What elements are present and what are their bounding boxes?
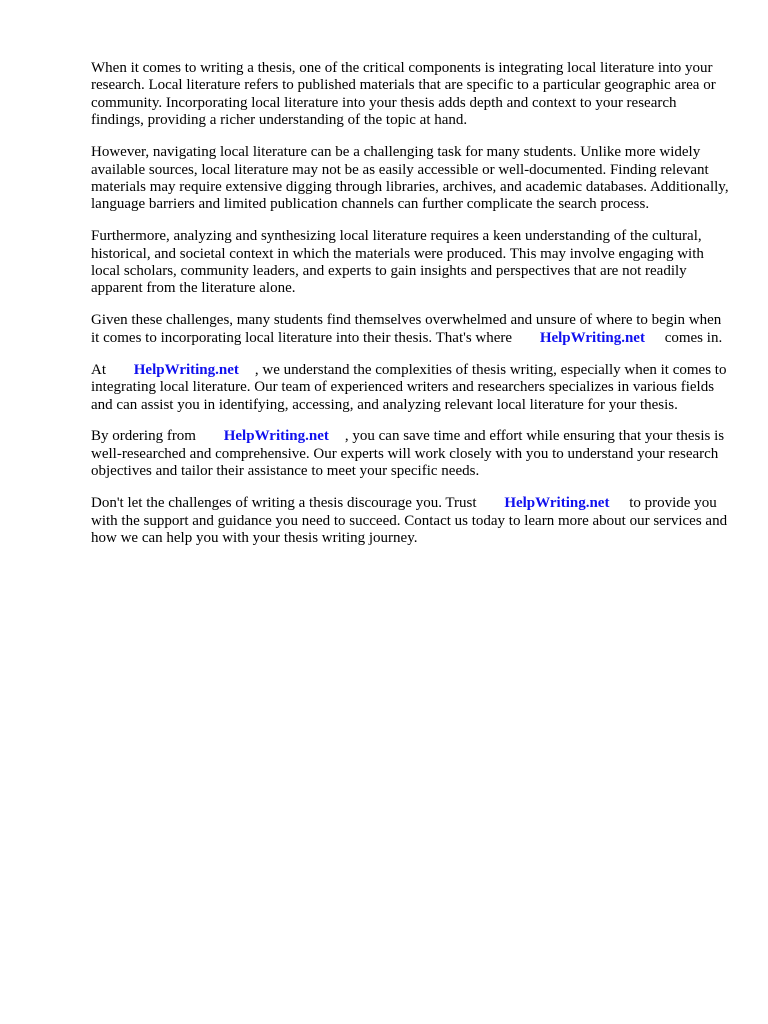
document-body <box>91 60 731 562</box>
paragraph-intro: When it comes to writing a thesis, one of the critical components is integrating local literature into your research. Local literature refers to published materials that are specific to a particular geographic area or community. Incorporating local literature into your thesis adds depth and context to your research findings, providing a richer understanding of the topic at hand. <box>91 60 716 129</box>
paragraph-text: At <box>91 361 106 378</box>
paragraph-text: to provide you with the support and guidance you need to succeed. Contact us today to learn more about our services and how we can help you with your thesis writing journey. <box>91 495 728 546</box>
paragraph-text: Given these challenges, many students find themselves overwhelmed and unsure of where to begin when it comes to incorporating local literature into their thesis. That's where <box>91 312 722 346</box>
helpwriting-link[interactable]: HelpWriting.net <box>133 361 239 378</box>
paragraph-given-challenges <box>91 312 731 347</box>
paragraph-analysis: Furthermore, analyzing and synthesizing local literature requires a keen understanding of the cultural, historical, and societal context in which the materials were produced. This may involve engaging with local scholars, community leaders, and experts to gain insights and perspectives that are not readily apparent from the literature alone. <box>91 228 704 297</box>
paragraph-ordering <box>91 428 731 480</box>
paragraph-closing <box>91 495 731 547</box>
helpwriting-link[interactable]: HelpWriting.net <box>223 428 329 445</box>
paragraph-text: , we understand the complexities of thesis writing, especially when it comes to integrating local literature. Our team of experienced writers and researchers specializes in various fields and can assist you in identifying, accessing, and analyzing relevant local literature for your thesis. <box>91 361 727 413</box>
paragraph-at-helpwriting <box>91 362 731 414</box>
helpwriting-link[interactable]: HelpWriting.net <box>504 495 610 512</box>
paragraph-text: comes in. <box>664 329 723 346</box>
paragraph-challenges: However, navigating local literature can be a challenging task for many students. Unlike more widely available sources, local literature may not be as easily accessible or well-documented. Finding relevant materials may require extensive digging through libraries, archives, and academic databases. Additionally, language barriers and limited publication channels can further complicate the search process. <box>91 144 729 213</box>
paragraph-text: By ordering from <box>91 428 196 445</box>
paragraph-text: , you can save time and effort while ensuring that your thesis is well-researched and comprehensive. Our experts will work closely with you to understand your research objectives and tailor their assistance to meet your specific needs. <box>91 428 725 480</box>
helpwriting-link[interactable]: HelpWriting.net <box>539 329 645 346</box>
paragraph-text: Don't let the challenges of writing a thesis discourage you. Trust <box>91 495 477 512</box>
